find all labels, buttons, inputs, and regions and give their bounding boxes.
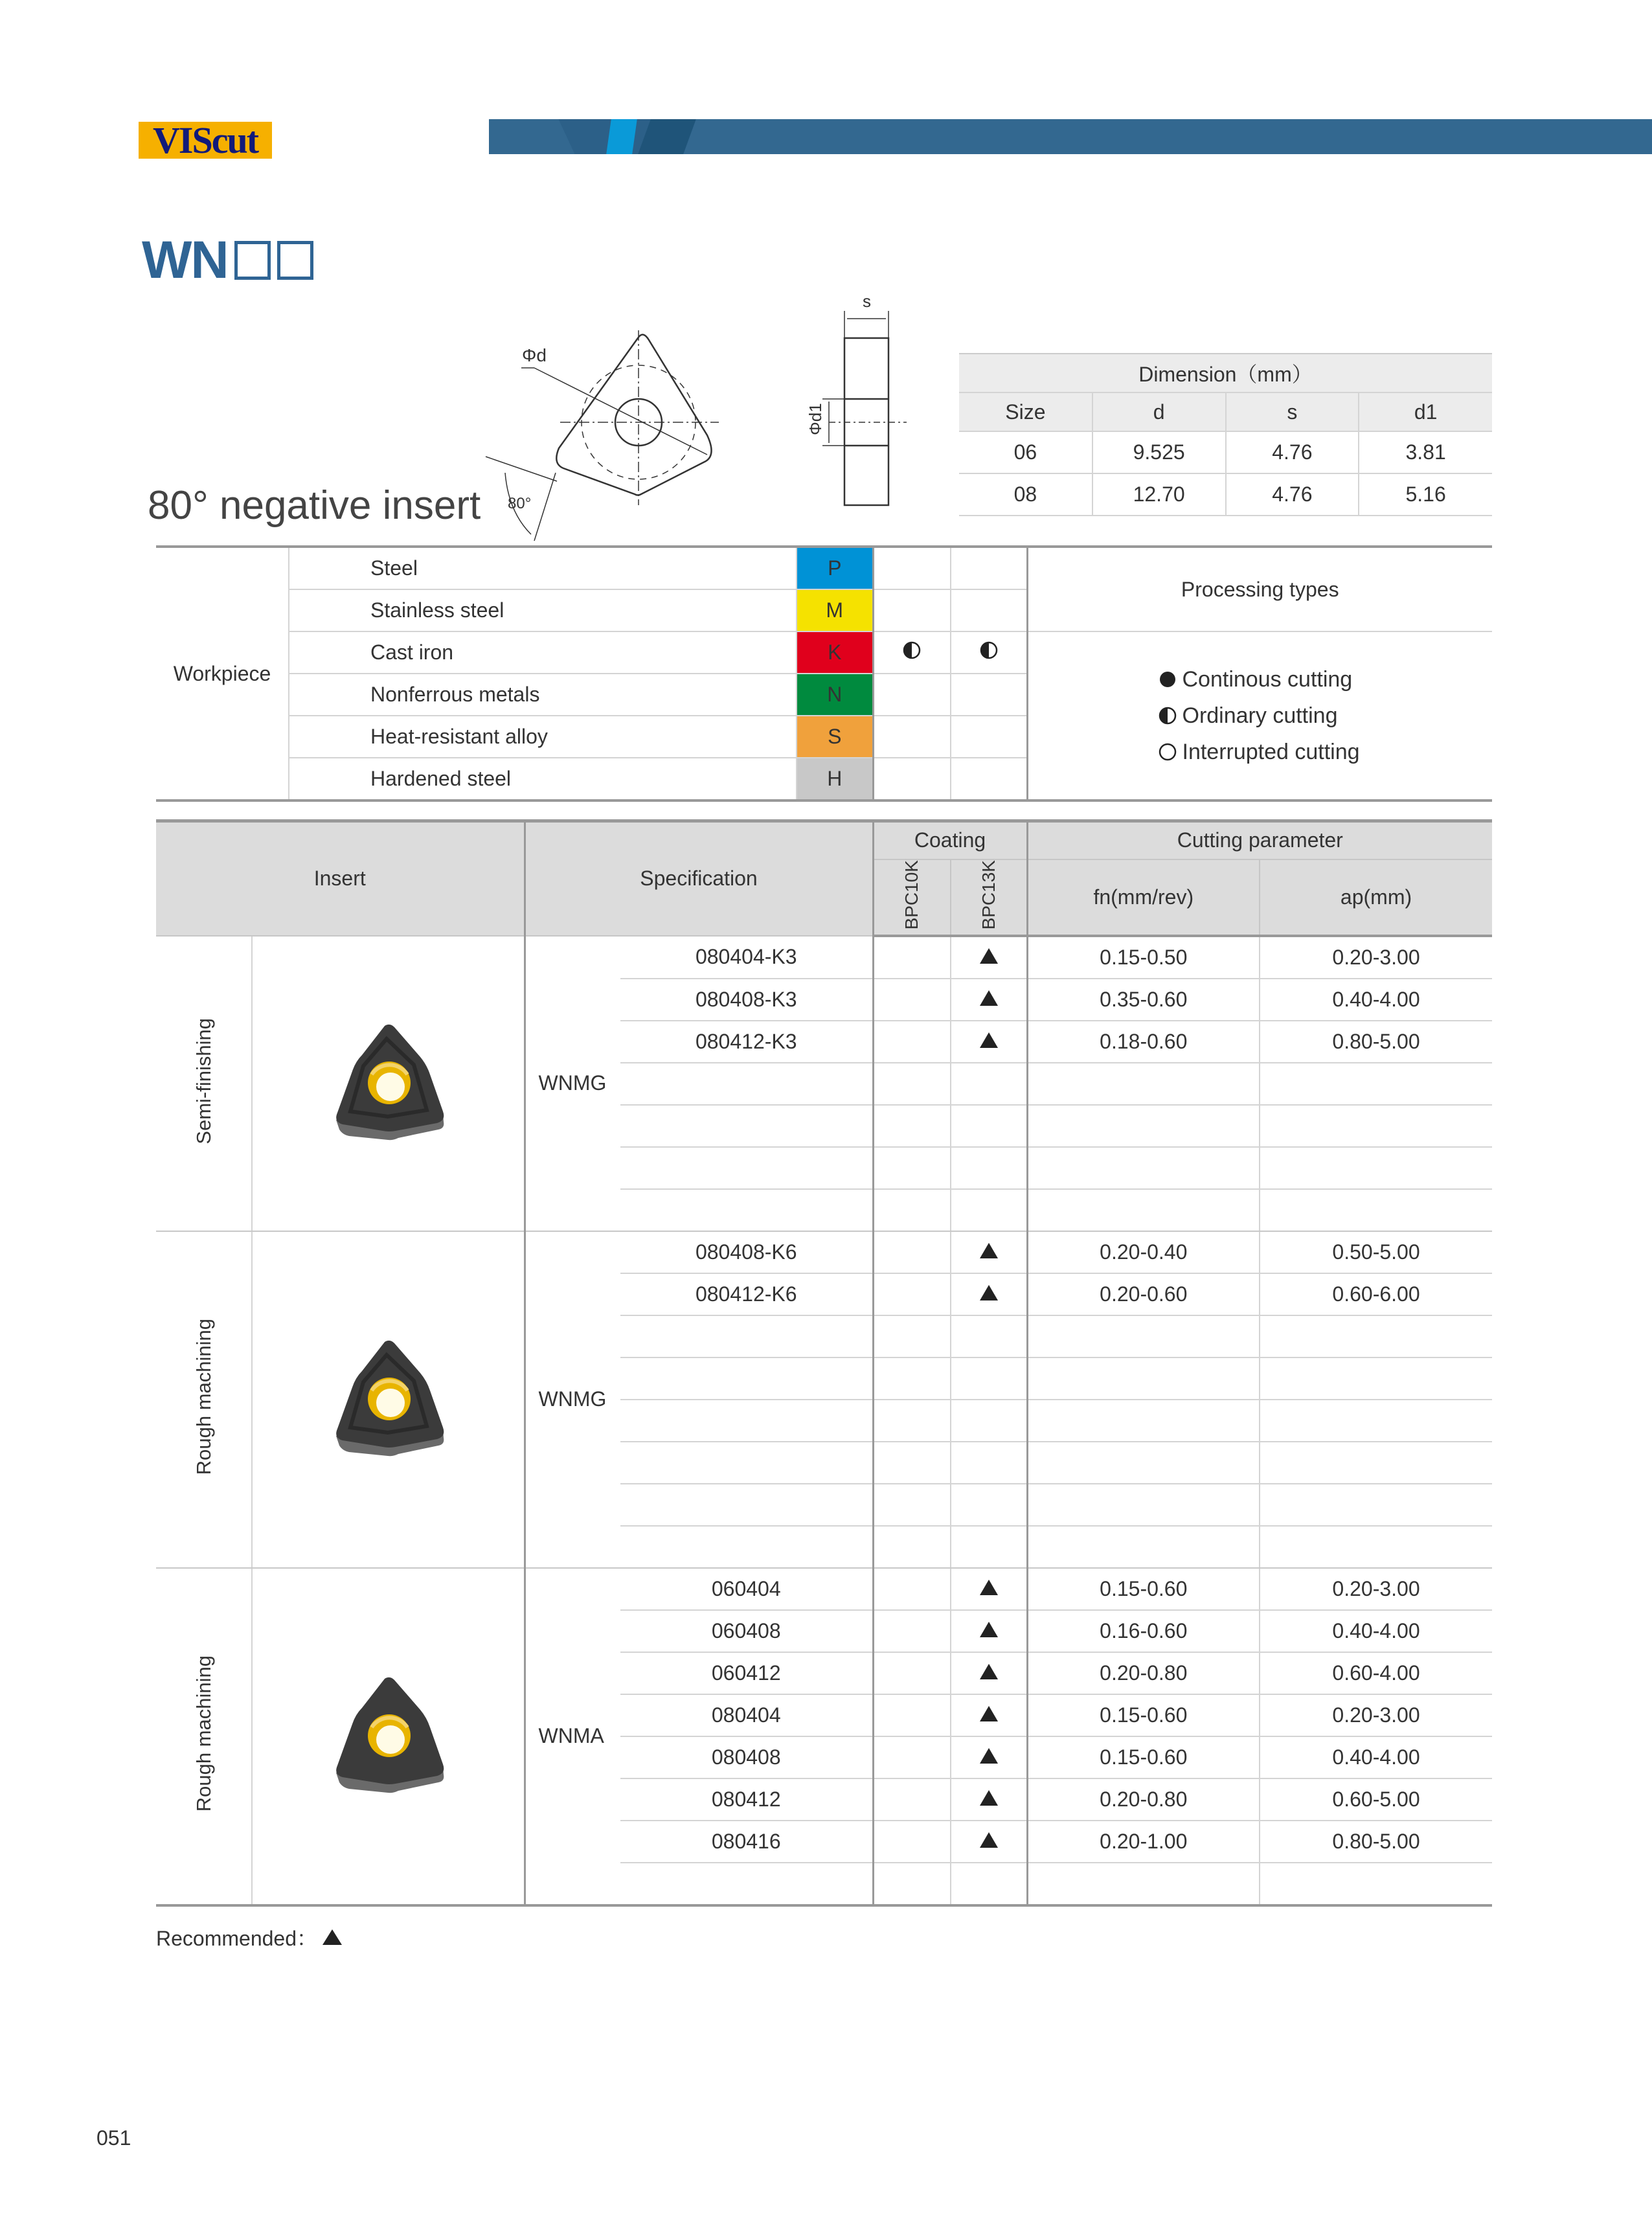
- legend-item: [1158, 661, 1493, 698]
- bpc10k-cell: [873, 1357, 951, 1400]
- fn-cell: [1027, 1484, 1260, 1526]
- category-cell: [156, 1231, 252, 1568]
- ap-cell: 0.20-3.00: [1260, 936, 1492, 979]
- bpc13k-cell: [951, 1526, 1027, 1568]
- bpc13k-suitability: [951, 716, 1027, 758]
- header-fn: fn(mm/rev): [1027, 859, 1260, 936]
- full-circle-icon: [1158, 670, 1177, 689]
- bpc10k-cell: [873, 1821, 951, 1863]
- half-circle-icon: [979, 641, 999, 660]
- iso-code-P: P: [797, 547, 873, 589]
- header-bpc10k: BPC10K: [901, 859, 922, 929]
- col-size: Size: [959, 392, 1092, 431]
- bpc13k-cell: [951, 1063, 1027, 1105]
- fn-cell: 0.20-0.80: [1027, 1778, 1260, 1821]
- bpc10k-cell: [873, 1105, 951, 1147]
- legend-label: Ordinary cutting: [1182, 703, 1338, 728]
- recommended-legend: [156, 1922, 343, 1952]
- legend-label: Interrupted cutting: [1182, 739, 1360, 764]
- angle-label: 80°: [508, 495, 532, 512]
- ap-cell: [1260, 1484, 1492, 1526]
- ap-cell: [1260, 1315, 1492, 1357]
- bpc13k-cell: [951, 1484, 1027, 1526]
- fn-cell: 0.16-0.60: [1027, 1610, 1260, 1652]
- page-title: [142, 230, 313, 291]
- ap-cell: [1260, 1863, 1492, 1905]
- triangle-icon: [979, 1242, 999, 1259]
- bpc13k-cell: [951, 1021, 1027, 1063]
- cell: 9.525: [1092, 431, 1226, 473]
- ap-cell: 0.80-5.00: [1260, 1821, 1492, 1863]
- bpc10k-cell: [873, 1442, 951, 1484]
- bpc13k-cell: [951, 1736, 1027, 1778]
- thickness-s-label: s: [863, 291, 871, 311]
- fn-cell: [1027, 1526, 1260, 1568]
- bpc13k-suitability: [951, 758, 1027, 801]
- brand-logo: VIScut: [139, 122, 272, 159]
- header-insert: Insert: [156, 821, 525, 936]
- series-label: WNMA: [525, 1568, 620, 1905]
- bpc10k-cell: [873, 936, 951, 979]
- ap-cell: 0.60-5.00: [1260, 1778, 1492, 1821]
- bpc10k-cell: [873, 1652, 951, 1694]
- diameter-d1-label: Φd1: [806, 403, 825, 435]
- spec-cell: 080412-K3: [620, 1021, 873, 1063]
- category-label: Semi-finishing: [192, 1017, 215, 1144]
- material-row: [156, 547, 1492, 589]
- diameter-d-label: Φd: [522, 345, 547, 365]
- cell: 06: [959, 431, 1092, 473]
- fn-cell: 0.20-0.40: [1027, 1231, 1260, 1273]
- insert-image-cell: [252, 1568, 525, 1905]
- spec-cell: [620, 1442, 873, 1484]
- category-label: Rough machining: [192, 1655, 215, 1812]
- fn-cell: [1027, 1063, 1260, 1105]
- insert-image-cell: [252, 1231, 525, 1568]
- triangle-icon: [979, 990, 999, 1006]
- bpc10k-cell: [873, 1484, 951, 1526]
- spec-cell: 080404-K3: [620, 936, 873, 979]
- workpiece-table: [156, 545, 1492, 802]
- bpc13k-cell: [951, 979, 1027, 1021]
- fn-cell: 0.15-0.60: [1027, 1736, 1260, 1778]
- bpc13k-cell: [951, 1863, 1027, 1905]
- bpc13k-cell: [951, 1273, 1027, 1315]
- bpc13k-cell: [951, 1400, 1027, 1442]
- category-label: Rough machining: [192, 1319, 215, 1475]
- ap-cell: [1260, 1063, 1492, 1105]
- bpc13k-cell: [951, 1105, 1027, 1147]
- workpiece-label: Workpiece: [156, 547, 289, 801]
- empty-circle-icon: [1158, 742, 1177, 762]
- fn-cell: [1027, 1147, 1260, 1189]
- header-banner: [489, 119, 1652, 154]
- fn-cell: [1027, 1863, 1260, 1905]
- bpc10k-suitability: [873, 758, 951, 801]
- bpc10k-cell: [873, 1063, 951, 1105]
- ap-cell: 0.40-4.00: [1260, 1736, 1492, 1778]
- triangle-icon: [979, 1284, 999, 1301]
- cell: 4.76: [1226, 473, 1359, 516]
- table-row: [156, 936, 1492, 979]
- legend-item: [1158, 734, 1493, 770]
- placeholder-box: [277, 241, 313, 280]
- col-d: d: [1092, 392, 1226, 431]
- spec-cell: [620, 1105, 873, 1147]
- spec-cell: [620, 1315, 873, 1357]
- processing-legend: [1027, 631, 1492, 801]
- col-d1: d1: [1359, 392, 1492, 431]
- dimension-table: [959, 353, 1492, 516]
- material-name: Steel: [289, 547, 797, 589]
- ap-cell: [1260, 1526, 1492, 1568]
- spec-cell: [620, 1147, 873, 1189]
- ap-cell: 0.50-5.00: [1260, 1231, 1492, 1273]
- dimension-header: Dimension（mm）: [959, 354, 1492, 392]
- bpc13k-cell: [951, 1147, 1027, 1189]
- ap-cell: 0.60-4.00: [1260, 1652, 1492, 1694]
- bpc10k-cell: [873, 1189, 951, 1231]
- cell: 08: [959, 473, 1092, 516]
- ap-cell: [1260, 1189, 1492, 1231]
- triangle-icon: [979, 1789, 999, 1806]
- triangle-icon: [979, 1621, 999, 1638]
- ap-cell: 0.20-3.00: [1260, 1694, 1492, 1736]
- table-row: [959, 431, 1492, 473]
- bpc13k-suitability: [951, 589, 1027, 631]
- triangle-icon: [979, 1579, 999, 1596]
- bpc13k-cell: [951, 1189, 1027, 1231]
- bpc10k-cell: [873, 1778, 951, 1821]
- fn-cell: 0.15-0.50: [1027, 936, 1260, 979]
- processing-types-title: Processing types: [1027, 547, 1492, 631]
- material-row: [156, 631, 1492, 674]
- bpc10k-cell: [873, 1568, 951, 1610]
- ap-cell: [1260, 1400, 1492, 1442]
- triangle-icon: [979, 1663, 999, 1680]
- legend-label: Continous cutting: [1182, 666, 1353, 692]
- page-number: 051: [96, 2126, 131, 2150]
- fn-cell: 0.18-0.60: [1027, 1021, 1260, 1063]
- fn-cell: [1027, 1105, 1260, 1147]
- spec-cell: 080408: [620, 1736, 873, 1778]
- bpc10k-cell: [873, 1400, 951, 1442]
- header-cutting-parameter: Cutting parameter: [1027, 821, 1492, 859]
- bpc13k-cell: [951, 936, 1027, 979]
- category-cell: [156, 936, 252, 1231]
- table-row: [959, 473, 1492, 516]
- triangle-icon: [979, 1705, 999, 1722]
- ap-cell: [1260, 1442, 1492, 1484]
- fn-cell: 0.15-0.60: [1027, 1694, 1260, 1736]
- insert-image: [323, 1672, 453, 1795]
- bpc10k-cell: [873, 1863, 951, 1905]
- triangle-icon: [321, 1928, 343, 1946]
- bpc13k-cell: [951, 1231, 1027, 1273]
- insert-outline: [556, 335, 711, 495]
- iso-code-M: M: [797, 589, 873, 631]
- iso-code-K: K: [797, 631, 873, 674]
- bpc10k-cell: [873, 1526, 951, 1568]
- material-name: Nonferrous metals: [289, 674, 797, 716]
- bpc13k-cell: [951, 1315, 1027, 1357]
- fn-cell: 0.20-0.60: [1027, 1273, 1260, 1315]
- iso-code-S: S: [797, 716, 873, 758]
- bpc10k-suitability: [873, 589, 951, 631]
- spec-cell: 080412: [620, 1778, 873, 1821]
- legend-item: [1158, 698, 1493, 734]
- title-prefix: WN: [142, 231, 228, 290]
- triangle-icon: [979, 1032, 999, 1049]
- half-circle-icon: [902, 641, 922, 660]
- fn-cell: 0.20-1.00: [1027, 1821, 1260, 1863]
- insert-subtitle: 80° negative insert: [148, 483, 481, 528]
- fn-cell: [1027, 1189, 1260, 1231]
- material-name: Heat-resistant alloy: [289, 716, 797, 758]
- fn-cell: [1027, 1357, 1260, 1400]
- recommended-label: Recommended：: [156, 1927, 318, 1950]
- fn-cell: 0.20-0.80: [1027, 1652, 1260, 1694]
- ap-cell: 0.40-4.00: [1260, 1610, 1492, 1652]
- ap-cell: [1260, 1147, 1492, 1189]
- header-coating: Coating: [873, 821, 1027, 859]
- bpc10k-suitability: [873, 716, 951, 758]
- insert-spec-table: [156, 819, 1492, 1907]
- table-row: [156, 1568, 1492, 1610]
- iso-code-N: N: [797, 674, 873, 716]
- spec-cell: [620, 1063, 873, 1105]
- ap-cell: [1260, 1105, 1492, 1147]
- half-circle-icon: [1158, 706, 1177, 725]
- spec-cell: [620, 1526, 873, 1568]
- ap-cell: [1260, 1357, 1492, 1400]
- fn-cell: [1027, 1400, 1260, 1442]
- ap-cell: 0.20-3.00: [1260, 1568, 1492, 1610]
- spec-cell: 060404: [620, 1568, 873, 1610]
- insert-image-cell: [252, 936, 525, 1231]
- insert-dimension-diagram: [479, 285, 907, 544]
- bpc10k-cell: [873, 1610, 951, 1652]
- insert-image: [323, 1335, 453, 1459]
- bpc10k-cell: [873, 1694, 951, 1736]
- cell: 12.70: [1092, 473, 1226, 516]
- ap-cell: 0.40-4.00: [1260, 979, 1492, 1021]
- spec-cell: [620, 1189, 873, 1231]
- header-ap: ap(mm): [1260, 859, 1492, 936]
- spec-cell: 080408-K3: [620, 979, 873, 1021]
- table-row: [156, 1231, 1492, 1273]
- fn-cell: 0.15-0.60: [1027, 1568, 1260, 1610]
- spec-cell: 080416: [620, 1821, 873, 1863]
- spec-cell: [620, 1484, 873, 1526]
- bpc13k-cell: [951, 1778, 1027, 1821]
- spec-cell: [620, 1400, 873, 1442]
- material-name: Cast iron: [289, 631, 797, 674]
- bpc13k-cell: [951, 1357, 1027, 1400]
- category-cell: [156, 1568, 252, 1905]
- bpc10k-suitability: [873, 674, 951, 716]
- material-name: Stainless steel: [289, 589, 797, 631]
- iso-code-H: H: [797, 758, 873, 801]
- bpc10k-cell: [873, 1315, 951, 1357]
- bpc10k-cell: [873, 979, 951, 1021]
- spec-cell: 060412: [620, 1652, 873, 1694]
- fn-cell: [1027, 1442, 1260, 1484]
- bpc13k-suitability: [951, 631, 1027, 674]
- bpc10k-cell: [873, 1231, 951, 1273]
- bpc10k-cell: [873, 1021, 951, 1063]
- placeholder-box: [234, 241, 271, 280]
- spec-cell: 060408: [620, 1610, 873, 1652]
- bpc13k-cell: [951, 1610, 1027, 1652]
- bpc13k-suitability: [951, 547, 1027, 589]
- cell: 5.16: [1359, 473, 1492, 516]
- bpc13k-cell: [951, 1694, 1027, 1736]
- bpc13k-cell: [951, 1821, 1027, 1863]
- bpc13k-cell: [951, 1442, 1027, 1484]
- triangle-icon: [979, 1747, 999, 1764]
- bpc13k-suitability: [951, 674, 1027, 716]
- bpc10k-suitability: [873, 547, 951, 589]
- series-label: WNMG: [525, 936, 620, 1231]
- bpc10k-cell: [873, 1736, 951, 1778]
- ap-cell: 0.80-5.00: [1260, 1021, 1492, 1063]
- cell: 4.76: [1226, 431, 1359, 473]
- spec-cell: [620, 1863, 873, 1905]
- bpc13k-cell: [951, 1652, 1027, 1694]
- series-label: WNMG: [525, 1231, 620, 1568]
- cell: 3.81: [1359, 431, 1492, 473]
- spec-cell: [620, 1357, 873, 1400]
- fn-cell: 0.35-0.60: [1027, 979, 1260, 1021]
- spec-cell: 080412-K6: [620, 1273, 873, 1315]
- header-specification: Specification: [525, 821, 873, 936]
- bpc13k-cell: [951, 1568, 1027, 1610]
- triangle-icon: [979, 1832, 999, 1848]
- spec-cell: 080404: [620, 1694, 873, 1736]
- spec-cell: 080408-K6: [620, 1231, 873, 1273]
- fn-cell: [1027, 1315, 1260, 1357]
- ap-cell: 0.60-6.00: [1260, 1273, 1492, 1315]
- bpc10k-suitability: [873, 631, 951, 674]
- triangle-icon: [979, 948, 999, 964]
- bpc10k-cell: [873, 1273, 951, 1315]
- col-s: s: [1226, 392, 1359, 431]
- insert-image: [323, 1019, 453, 1142]
- bpc10k-cell: [873, 1147, 951, 1189]
- header-bpc13k: BPC13K: [978, 859, 999, 929]
- material-name: Hardened steel: [289, 758, 797, 801]
